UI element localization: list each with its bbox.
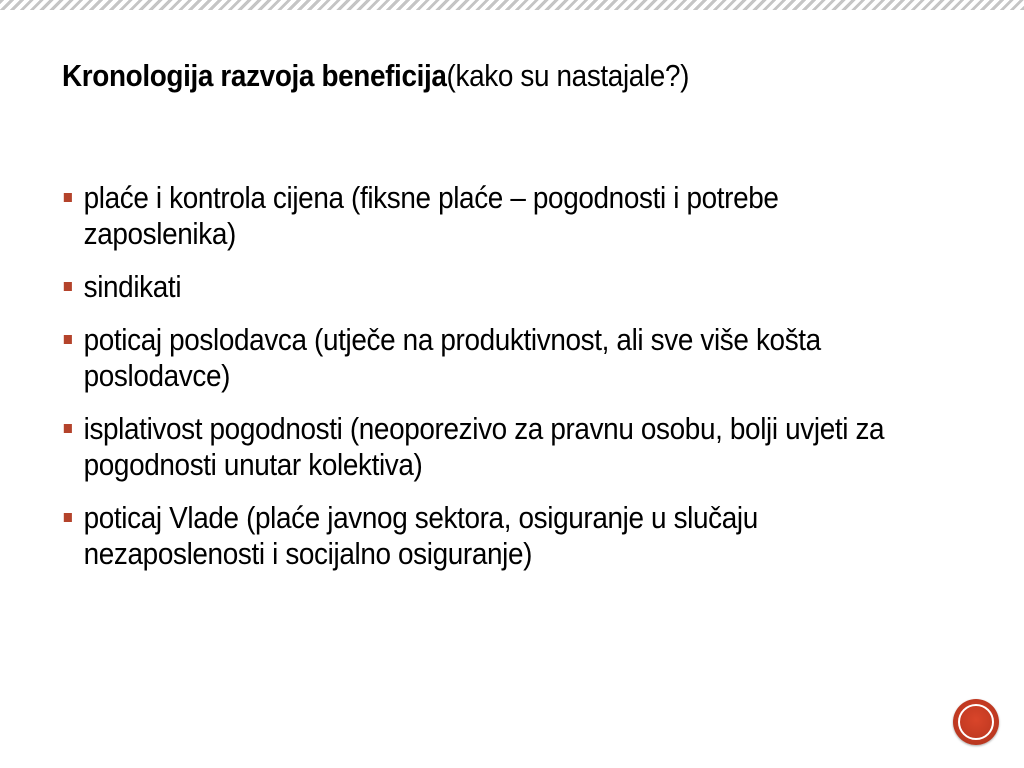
bullet-item [62, 322, 926, 394]
bullet-item [62, 269, 926, 305]
slide-title-normal: (kako su nastajale?) [446, 58, 690, 93]
slide-title [62, 56, 872, 96]
bullet-text: sindikati [83, 269, 182, 304]
bullet-list [62, 180, 926, 589]
top-decorative-border [0, 0, 1024, 10]
slide-title-bold: Kronologija razvoja beneficija [62, 58, 447, 93]
bullet-text: isplativost pogodnosti (neoporezivo za pravnu osobu, bolji uvjeti za pogodnosti unutar kolektiva) [83, 411, 885, 482]
circle-logo-icon [953, 699, 999, 745]
bullet-text: plaće i kontrola cijena (fiksne plaće – pogodnosti i potrebe zaposlenika) [83, 180, 779, 251]
square-bullet-icon [64, 424, 72, 433]
bullet-item [62, 500, 926, 572]
bullet-item [62, 411, 926, 483]
bullet-item [62, 180, 926, 252]
square-bullet-icon [64, 513, 72, 522]
square-bullet-icon [64, 282, 72, 291]
square-bullet-icon [64, 335, 72, 344]
square-bullet-icon [64, 193, 72, 202]
bullet-text: poticaj poslodavca (utječe na produktivnost, ali sve više košta poslodavce) [83, 322, 821, 393]
bullet-text: poticaj Vlade (plaće javnog sektora, osiguranje u slučaju nezaposlenosti i socijalno osiguranje) [83, 500, 758, 571]
logo-ring [958, 704, 994, 740]
